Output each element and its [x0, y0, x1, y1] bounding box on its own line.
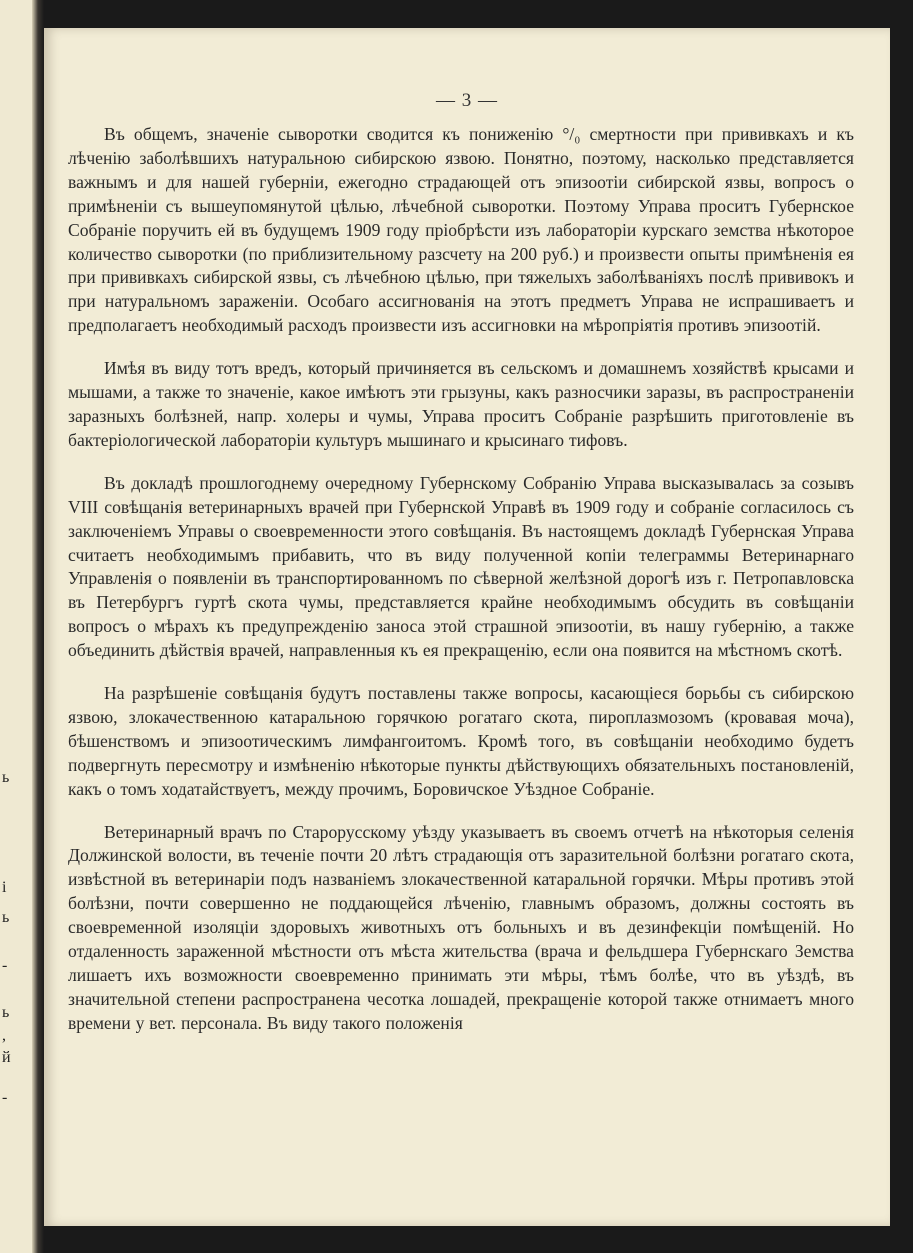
document-page [44, 28, 890, 1226]
paragraph-veterinary-meeting: Въ докладѣ прошлогоднему очередному Губернскому Собранію Управа высказывалась за созывъ VIII совѣщанія ветеринарныхъ врачей при Губернской Управѣ въ 1909 году и собраніе согласилось съ заключеніемъ Управы о своевременности этого совѣщанія. Въ настоящемъ докладѣ Губернская Управа считаетъ необходимымъ прибавить, что въ виду полученной копіи телеграммы Ветеринарнаго Управленія о появленіи въ транспортированномъ по сѣверной желѣзной дорогѣ изъ г. Петропавловска въ Петербургъ гуртѣ скота чумы, представляется крайне необходимымъ обсудить въ совѣщаніи вопросъ о мѣрахъ къ предупрежденію заноса этой страшной эпизоотіи, въ нашу губернію, а также объединить дѣйствія врачей, направленныя къ ея прекращенію, если она появится на мѣстномъ скотѣ. [68, 472, 854, 661]
book-gutter [32, 0, 44, 1253]
page-body [68, 123, 854, 1055]
margin-mark: - [2, 1089, 8, 1106]
margin-mark: і [2, 879, 7, 896]
paragraph-staraya-russa: Ветеринарный врачъ по Старорусскому уѣзду указываетъ въ своемъ отчетѣ на нѣкоторыя селенія Должинской волости, въ теченіе почти 20 лѣтъ страдающія отъ заразительной болѣзни рогатаго скота, извѣстной въ ветеринаріи подъ названіемъ злокачественной катаральной горячки. Мѣры противъ этой болѣзни, почти совершенно не поддающейся лѣченію, главнымъ образомъ, должны состоять въ своевременной изоляціи здоровыхъ животныхъ отъ больныхъ и въ дезинфекціи помѣщеній. Но отдаленность зараженной мѣстности отъ мѣста жительства (врача и фельдшера Губернскаго Земства лишаетъ ихъ возможности своевременно принимать эти мѣры, тѣмъ болѣе, что въ уѣздѣ, въ значительной степени распространена чесотка лошадей, прекращеніе которой также отнимаетъ много времени у вет. персонала. Въ виду такого положенія [68, 821, 854, 1033]
paragraph-meeting-agenda: На разрѣшеніе совѣщанія будутъ поставлены также вопросы, касающіеся борьбы съ сибирскою язвою, злокачественною катаральною горячкою рогатаго скота, пироплазмозомъ (кровавая моча), бѣшенствомъ и эпизоотическимъ лимфангоитомъ. Кромѣ того, въ совѣщаніи необходимо будетъ подвергнуть пересмотру и измѣненію нѣкоторые пункты дѣйствующихъ обязательныхъ постановленій, какъ о томъ ходатайствуетъ, между прочимъ, Боровичское Уѣздное Собраніе. [68, 683, 854, 799]
margin-mark: й [2, 1049, 11, 1066]
margin-mark: ь [2, 909, 10, 926]
margin-mark: , [2, 1027, 6, 1044]
paragraph-rodents: Имѣя въ виду тотъ вредъ, который причиняется въ сельскомъ и домашнемъ хозяйствѣ крысами и мышами, а также то значеніе, какое имѣютъ эти грызуны, какъ разносчики заразы, въ распространеніи заразныхъ болѣзней, напр. холеры и чумы, Управа проситъ Собраніе разрѣшить приготовленіе въ бактеріологической лабораторіи культуръ мышинаго и крысинаго тифовъ. [68, 358, 854, 450]
page-number: — 3 — [436, 90, 498, 111]
paragraph-serum: Въ общемъ, значеніе сыворотки сводится къ пониженію °/₀ смертности при прививкахъ и къ лѣченію заболѣвшихъ натуральною сибирскою язвою. Понятно, поэтому, насколько представляется важнымъ и для нашей губерніи, ежегодно страдающей отъ эпизоотіи сибирской язвы, вопросъ о примѣненіи съ вышеупомянутой цѣлью, лѣчебной сыворотки. Поэтому Управа проситъ Губернское Собраніе поручить ей въ будущемъ 1909 году пріобрѣсти изъ лабораторіи курскаго земства нѣкоторое количество сыворотки (по приблизительному разсчету на 200 руб.) и произвести опыты примѣненія ея при прививкахъ сибирской язвы, съ лѣчебною цѣлью, при тяжелыхъ заболѣваніяхъ послѣ прививокъ и при натуральномъ зараженіи. Особаго ассигнованія на этотъ предметъ Управа не испрашиваетъ и предполагаетъ необходимый расходъ произвести изъ ассигновки на мѣропріятія противъ эпизоотій. [68, 124, 854, 336]
margin-mark: - [2, 957, 8, 974]
margin-mark: ь [2, 769, 10, 786]
margin-mark: ь [2, 1004, 10, 1021]
